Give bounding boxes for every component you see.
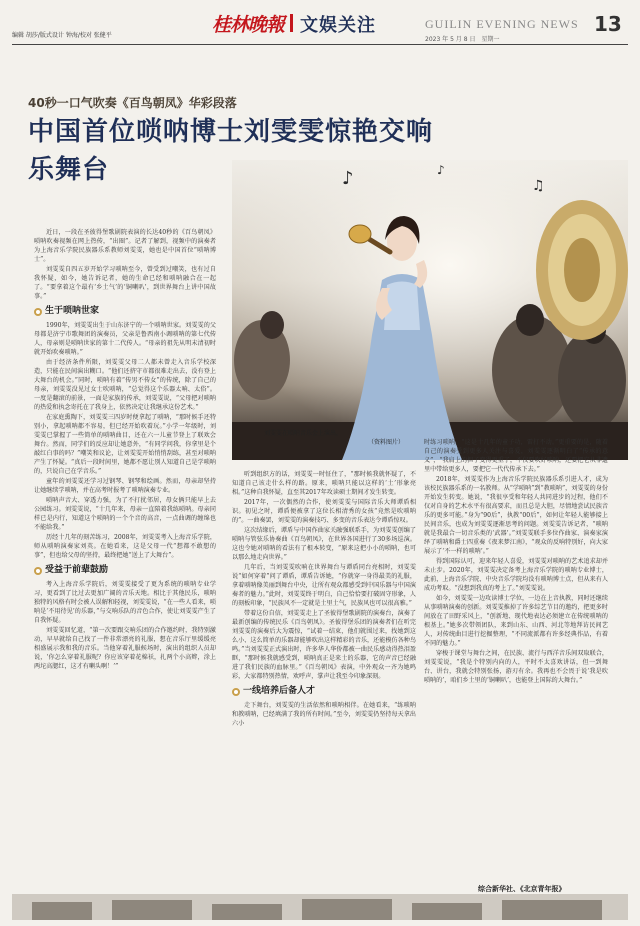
article-column-middle: [232, 470, 416, 729]
paragraph: 在家庭熏陶下，刘雯雯三四岁时便拿起了唢呐，“那时候手还特别小，拿起唢呐都不容易，但已经开始吹着玩。”小学一年级时，刘雯雯已掌握了一些简单的唢呐曲目，还在六一儿童节登上了联欢会舞台。然而，同学们的反应却让她意外，“有同学问我，你拿里是个敲红白事的吗？”嘲笑和议论，让刘雯雯开始悄悄刮练，甚至对唢呐产生了怀疑。“真后一段时间里，她都不愿让别人知道自己是学唢呐的，只说自己在学音乐。”: [34, 414, 216, 475]
article-source: 综合新华社、《北京青年报》: [478, 885, 566, 893]
paper-name-english: GUILIN EVENING NEWS: [425, 17, 579, 31]
paragraph: 几年后，当刘雯雯吹响在世界舞台与谭盾同台亮相时，刘雯雯说“如何穿着”问了谭盾，谭盾告诉她，“你就穿一身得最美的礼服，拿着唢呐像美丽到舞台中央，让所有观众都感受到中国乐器与中国演奏者的魅力。”此时，刘雯雯终于明白，自己恰恰要打破固守形象，人的刻板印象，“民族风不一定就是土里土气，民族风也可以很高雅。”: [232, 564, 416, 607]
paragraph: 得到国际认可，迎来年轻人喜爱，刘雯雯对唢呐的艺术追求却并未止步。2020年，刘雯雯决定备考上海音乐学院的唢呐专业博士，此前，上海音乐学院、中央音乐学院均没有唢呐博士点，但从来有人成功考取。“没想到我真的考上了。”刘雯雯说。: [424, 558, 608, 592]
paragraph: 1990年，刘雯雯出生于山东济宁的一个唢呐世家。刘雯雯的父母都是济宁市歌舞团的演奏员，父亲是鲁西南小调唢呐的第七代传人，母亲则是唢呐世家的第十二代传人。“母亲的祖先从明末清初时就开始吹奏唢呐。”: [34, 322, 216, 356]
audience-silhouette: [12, 894, 628, 920]
footer-photo-strip: [12, 894, 628, 920]
paragraph: 走下舞台，刘雯雯的生活依然和唢呐相伴。在她看来，“练唢呐和教唢呐，已经填满了我的所有时间。”至今，刘雯雯仍坚持每天拿出六小: [232, 702, 416, 727]
photo-illustration: [232, 160, 628, 460]
paragraph: 这次结缘后，谭盾与中国作曲家关融强联系手，为刘雯雯创编了唢呐与管弦乐协奏曲《百鸟朝凤》，在世界各国进行了30多场巡演。这也令她对唢呐的看法有了根本转变，“原来这把小小的唢呐，也可以那么地走向世界。”: [232, 527, 416, 561]
paragraph: 带着这份自信，刘雯雯走上了圣彼得堡歌剧院的演奏台，演奏了最新创编的传统民乐《百鸟朝凤》。圣彼得堡乐团的演奏者们在听完刘雯雯的演奏后大为震惊，“试着一结束，他们就围过来，找她到这么小、这么简单的乐器却能够吹出这样精彩的音乐，还能模仿各种鸟鸣。”当刘雯雯正式演出时，许多华人华侨都被一曲民乐感动得热泪盈眶，“那时候我就感受到，唢呐真正是来土的乐器，它的声音已经融进了我们民族的血脉里。”《百鸟朝凤》表演，中外观众一齐为她鸣彩，大家都特别热情，欢呼声，掌声让我至今印象深刻。: [232, 610, 416, 680]
bullet-icon: [34, 567, 42, 575]
article-column-right: [424, 438, 608, 686]
svg-text:♪: ♪: [437, 163, 445, 177]
section-title: 文娱关注: [300, 15, 376, 36]
article-headline: 中国首位唢呐博士刘雯雯惊艳交响乐舞台: [28, 117, 434, 185]
article-column-left: [34, 228, 216, 672]
issue-date: 2023 年 5 月 8 日 星期一: [425, 36, 500, 43]
caption-text: 刘雯雯在唢呐音乐会上演出。: [264, 430, 343, 437]
masthead: [0, 0, 640, 44]
paragraph: 2018年，刘雯雯作为上海音乐学院民族器乐系引进人才，成为该校民族器乐系的一名教师。从“学唢呐”到“教唢呐”，刘雯雯的身份开始发生转变。她说，“我很享受和年轻人共同进步的过程，他们不仅对自身的艺术水平有很高要求，而且总是大胆，尽情地尝试民族音乐的更多可能。”身为“90后”，执教“00后”，如何让年轻人能够接上民间音乐，也成为刘雯雯逐渐思考的问题。刘雯雯告诉记者，“唢呐就是我最合一切音乐类的‘武器’。”刘雯雯联手多位作曲家、演奏家演绎了唢呐和爵士四重奏《夜来梦江南》，“观众的反响特别好，向大家展示了‘不一样的唢呐’。”: [424, 476, 608, 555]
paragraph: 刘雯雯回忆道，“第一次要跟交响乐团的合作邀约时，我特别激动，早早就给自己找了一件非常漂亮的礼服，想在音乐厅里缓缓亮相盛展示我和我的音乐。当他穿着礼服候场时，演出的组织人员却说，‘你怎么穿着礼服呢？你应该穿着花棉袄，扎两个小高辫，涂上两坨高腮红，这才有喇头啊！’”: [34, 627, 216, 670]
header-rule: [12, 44, 628, 45]
performer-photo: [232, 160, 628, 460]
article-kicker: 40秒一口气吹奏《百鸟朝凤》华彩段落: [28, 96, 237, 110]
subheading: [34, 307, 216, 316]
paragraph: 唢呐声音大、穿透力强，为了不打扰邻居，母女俩只能早上去公园练习。刘雯雯说，“十几年来，母亲一直陪着我练唢呐。母亲同样已是内行，知道这个唢呐的一个个音的高音，一点曲调的缠绵也不能给我。”: [34, 497, 216, 531]
paragraph: 如今，刘雯雯一边攻读博士学位，一边在上音执教，同时还继续从事唢呐演奏的创新。刘雯雯推掉了许多综艺节目的邀约，把更多时间放在了田野采风上，“创新地、现代地表达必须建立在传统唢呐的根基上。”她多次带领团队，来到山东、山西、河北等地拜访民间艺人，对传统曲目进行挖掘整理，“不同流派都有许多经典作品，有着不同的魅力。”: [424, 595, 608, 647]
subheading-text: 受益于前辈鼓励: [45, 565, 109, 575]
subheading: [232, 687, 416, 696]
section-divider: [290, 14, 293, 32]
bullet-icon: [232, 688, 240, 696]
subheading: [34, 566, 216, 575]
paragraph: 历经十几年的刻苦练习，2008年，刘雯雯考入上海音乐学院，师从唢呐演奏家刘英。在她看来，这是父母一代“想都不敢想的事”，但也给父母的坚持，最终把她“送上了大舞台”。: [34, 534, 216, 559]
subheading-text: 一线培养后备人才: [243, 686, 316, 696]
photo-caption: [264, 429, 404, 447]
svg-text:♫: ♫: [532, 178, 545, 194]
newspaper-logo: 桂林晚報: [212, 14, 285, 36]
bullet-icon: [34, 308, 42, 316]
paragraph: 近日，一段在圣彼得堡歌剧院表演的长达40秒的《百鸟朝凤》唢呐吹奏视频在网上热传，“出圈”。记者了解到，视频中的演奏者为上海音乐学院民族器乐系教师刘雯雯，她也是中国首位“唢呐博士”。: [34, 229, 216, 263]
paragraph: 由于经济条件所限，刘雯雯父母二人都未曾走入音乐学校深造，只能在民间演出糊口。“他们还挤守市都很难走出去，没有登上大舞台的机会。”同时，唢呐有着“传男不传女”的传统，除了自己的母亲，刘雯雯没见过女士吹唢呐，“总觉得这个乐器太响、太俗”。一度是翻滚的前景，一面是家族的传承，刘雯雯说，“父母把对唢呐的热爱和执念寄托在了我身上，依然决定让我继承这份艺术。”: [34, 359, 216, 411]
paragraph: 童年的刘雯雯还学习过钢琴、钢琴和绘画。然而，母亲却坚持让她继续学唢呐，并在高考时报考了唢呐演奏专业。: [34, 478, 216, 494]
paragraph: 考入上海音乐学院后，刘雯雯接受了更为系统的唢呐专业学习，更看到了比过去更加广阔的音乐天地。相比于其他民乐，唢呐独特的风格有时会被人误解和轻视，刘雯雯说，“在一些人看来，唢呐是‘不用待见’的乐器，”与交响乐队的音色合作，使让刘雯雯产生了自我怀疑。: [34, 581, 216, 624]
page-number: 13: [594, 12, 622, 36]
paragraph: 2017年，一次偶然的合作，使刘雯雯与国际音乐大师谭盾相识。初见之时，谭盾便被拿了这位长相清秀的女孩“竟然是吹唢呐的”。一曲奏罢，刘雯雯的演奏技巧、多变的音乐表达令谭盾惊叹。: [232, 499, 416, 524]
svg-text:♪: ♪: [342, 168, 354, 189]
paragraph: 听到组织方的话，刘雯雯一时怔住了，“那时候我就怀疑了，不知道自己该走什么样的路。原来，唢呐只能以这样的‘土’形象亮相。”这种自我怀疑，直至其2017年攻读硕士期间才发生转变。: [232, 471, 416, 496]
caption-credit: （资料图片）: [367, 439, 404, 446]
subheading-text: 生于唢呐世家: [45, 306, 100, 316]
paragraph: 刘雯雯自四五岁开始学习唢呐至今，曾受到过嘲笑，也有过自我怀疑，如今，她告诉记者，她的生命已经和唢呐融合在一起了。“要拿着这个最有‘乡土气’的‘铜喇叭’，到世界舞台上讲中国故事。”: [34, 266, 216, 300]
paragraph: 穿梭于课堂与舞台之间，在民族、流行与西洋音乐间双取联合，刘雯雯说，“我是个特别内向的人，平时不太喜欢讲话，但一到舞台、讲台，我就会特别张扬，游刃有余。我再也不会畏于说‘我是吹唢呐的’，咱们乡土里的‘铜喇叭’，也能登上国际的大舞台。”: [424, 650, 608, 684]
paragraph: 时练习唢呐，“这是十几年的童子功，雷打不动。”更重要的是，随着自己的演奏受到更多人关注与喜爱，刘雯雯逐渐明白了“传承的意义”，“我肩上的担子变得更重了，不仅要吹好唢呐，还要把它从非遗里中带给更多人，要把它一代代传承下去。”: [424, 439, 608, 473]
editor-credits: 编辑 胡莎/版式设计 钟海/校对 张健平: [12, 32, 112, 39]
